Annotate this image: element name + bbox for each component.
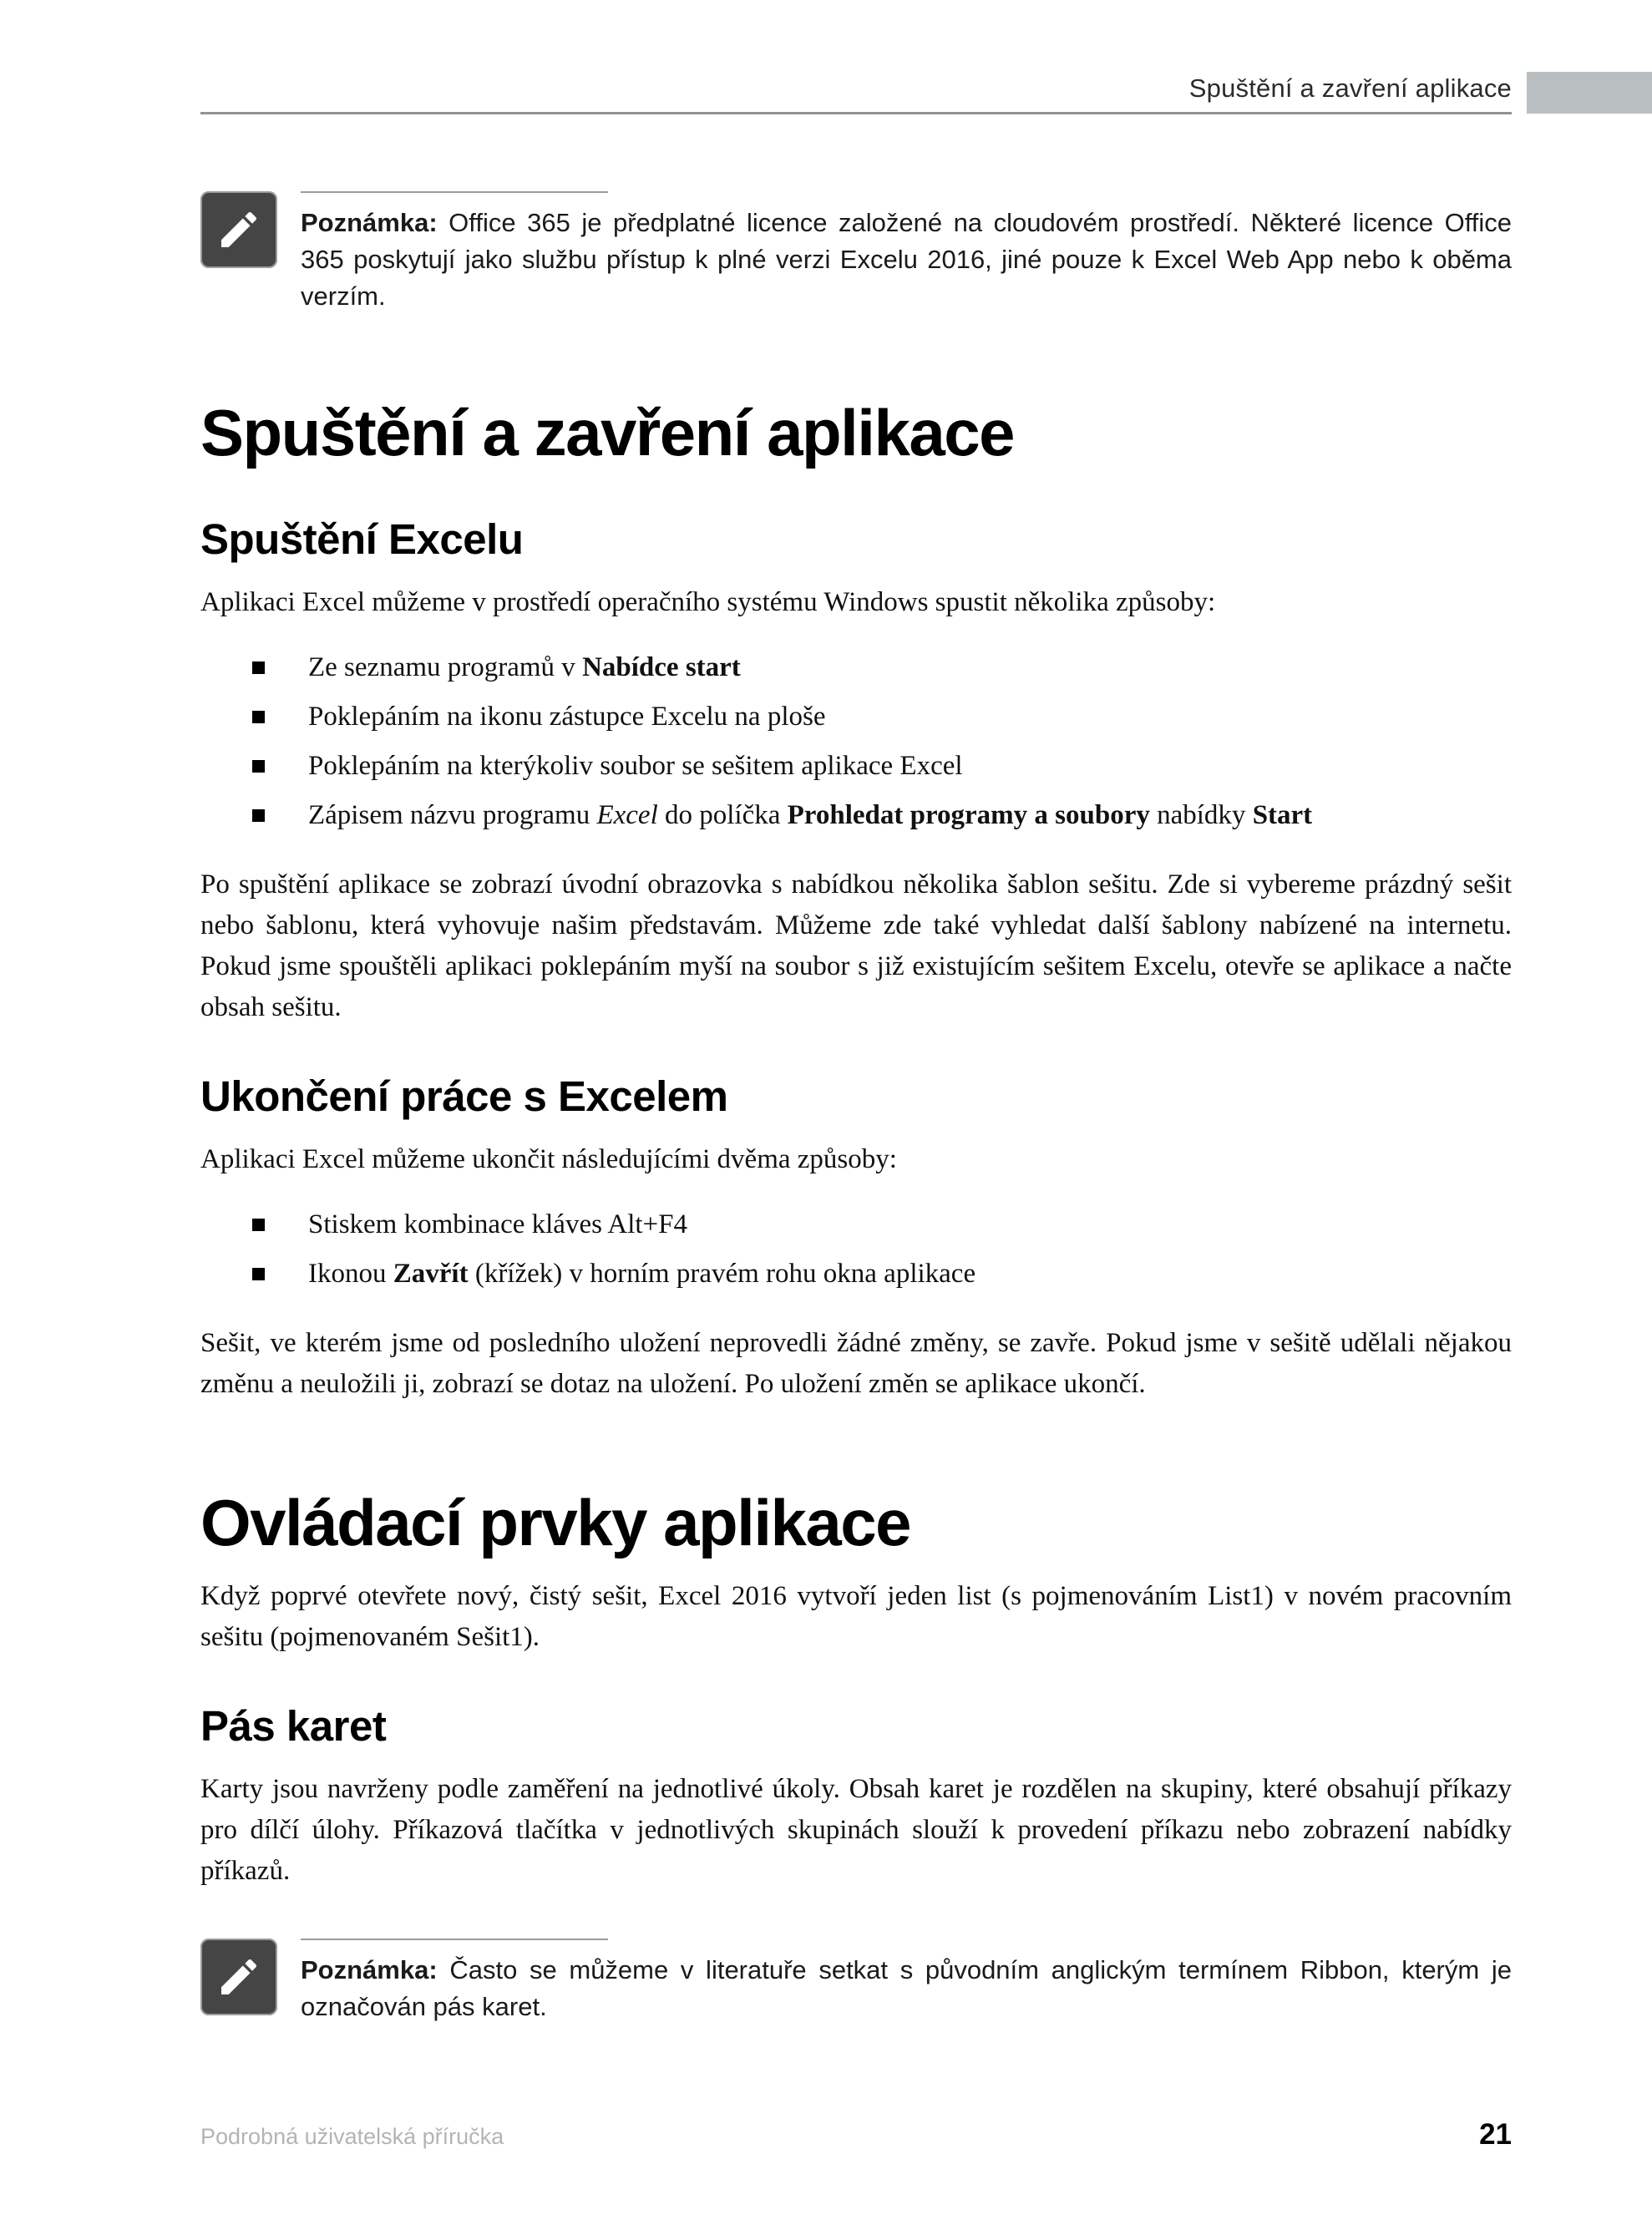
subsection-title-quit: Ukončení práce s Excelem xyxy=(200,1072,728,1120)
note-body-text: Často se můžeme v literatuře setkat s původním anglickým termínem Ribbon, kterým je označován pás karet. xyxy=(301,1955,1512,2021)
paragraph-controls-intro: Když poprvé otevřete nový, čistý sešit, Excel 2016 vytvoří jeden list (s pojmenováním List1) v novém pracovním sešitu (pojmenovaném Sešit1). xyxy=(200,1581,1512,1652)
list-item xyxy=(200,1205,1512,1244)
note-label: Poznámka: xyxy=(301,208,438,237)
note-text xyxy=(301,1939,1512,2025)
list-item-text: Poklepáním na ikonu zástupce Excelu na ploše xyxy=(308,702,826,732)
note-rule xyxy=(301,1939,608,1940)
list-item xyxy=(200,648,1512,687)
note-body-text: Office 365 je předplatné licence založené na cloudovém prostředí. Některé licence Office 365 poskytují jako službu přístup k plné verzi Excelu 2016, jiné pouze k Excel Web App nebo k oběma verzím. xyxy=(301,208,1512,311)
running-head: Spuštění a zavření aplikace xyxy=(1188,73,1512,103)
list-item xyxy=(200,697,1512,736)
paragraph-launch-outro: Po spuštění aplikace se zobrazí úvodní obrazovka s nabídkou několika šablon sešitu. Zde si vybereme prázdný sešit nebo šablonu, která vyhovuje našim představám. Můžeme zde také vyhledat další šablony nabízené na internetu. Pokud jsme spouštěli aplikaci poklepáním myší na soubor s již existujícím sešitem Excelu, otevře se aplikace a načte obsah sešitu. xyxy=(200,869,1512,1022)
list-item-text: Ikonou Zavřít (křížek) v horním pravém rohu okna aplikace xyxy=(308,1259,976,1289)
bullet-square-icon xyxy=(252,711,265,723)
list-item xyxy=(200,796,1512,834)
list-item-text: Stiskem kombinace kláves Alt+F4 xyxy=(308,1209,687,1239)
bullet-square-icon xyxy=(252,1219,265,1231)
paragraph-quit-outro: Sešit, ve kterém jsme od posledního uložení neprovedli žádné změny, se zavře. Pokud jsme v sešitě udělali nějakou změnu a neuložili ji, zobrazí se dotaz na uložení. Po uložení změn se aplikace ukončí. xyxy=(200,1328,1512,1399)
note-text xyxy=(301,191,1512,315)
note-block-2 xyxy=(200,1939,1512,2025)
note-rule xyxy=(301,191,608,193)
paragraph-launch-intro: Aplikaci Excel můžeme v prostředí operačního systému Windows spustit několika způsoby: xyxy=(200,587,1216,617)
note-label: Poznámka: xyxy=(301,1955,438,1984)
bullet-square-icon xyxy=(252,661,265,674)
paragraph-ribbon-intro: Karty jsou navrženy podle zaměření na jednotlivé úkoly. Obsah karet je rozdělen na skupiny, které obsahují příkazy pro dílčí úlohy. Příkazová tlačítka v jednotlivých skupinách slouží k provedení příkazu nebo zobrazení nabídky příkazů. xyxy=(200,1774,1512,1886)
section-title-controls: Ovládací prvky aplikace xyxy=(200,1486,911,1559)
subsection-title-launch: Spuštění Excelu xyxy=(200,515,524,563)
list-item-text: Poklepáním na kterýkoliv soubor se sešitem aplikace Excel xyxy=(308,751,963,781)
header-gray-tab xyxy=(1527,72,1652,114)
bullet-square-icon xyxy=(252,1268,265,1280)
bullet-square-icon xyxy=(252,760,265,773)
list-item xyxy=(200,1254,1512,1293)
quit-bullet-list xyxy=(200,1205,1512,1293)
footer-imprint: Podrobná uživatelská příručka xyxy=(200,2124,504,2149)
paragraph-quit-intro: Aplikaci Excel můžeme ukončit následujícími dvěma způsoby: xyxy=(200,1144,897,1174)
list-item xyxy=(200,747,1512,785)
bullet-square-icon xyxy=(252,809,265,822)
page-header xyxy=(200,0,1512,104)
pencil-note-icon xyxy=(200,1939,277,2015)
header-rule xyxy=(200,112,1512,114)
list-item-text: Ze seznamu programů v Nabídce start xyxy=(308,652,741,682)
pencil-note-icon xyxy=(200,191,277,268)
page-content xyxy=(200,0,1512,2025)
page-footer xyxy=(200,2118,1512,2152)
section-title-launch-close: Spuštění a zavření aplikace xyxy=(200,396,1014,469)
list-item-text: Zápisem názvu programu Excel do políčka Prohledat programy a soubory nabídky Start xyxy=(308,800,1313,830)
page-number: 21 xyxy=(1479,2118,1512,2151)
launch-bullet-list xyxy=(200,648,1512,834)
subsection-title-ribbon: Pás karet xyxy=(200,1702,387,1750)
note-block-1 xyxy=(200,191,1512,315)
